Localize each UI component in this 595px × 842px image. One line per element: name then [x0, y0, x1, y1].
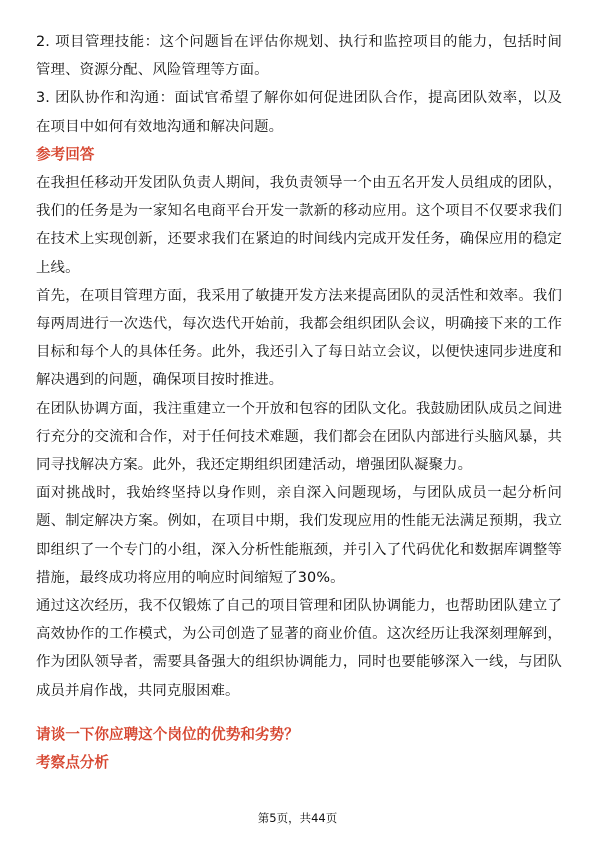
answer-paragraph-2: 首先，在项目管理方面，我采用了敏捷开发方法来提高团队的灵活性和效率。我们每两周进行一次迭代，每次迭代开始前，我都会组织团队会议，明确接下来的工作目标和每个人的具体任务。此外，我还引入了每日站立会议，以便快速同步进度和解决遇到的问题，确保项目按时推进。	[36, 287, 562, 389]
answer-paragraph-3: 在团队协调方面，我注重建立一个开放和包容的团队文化。我鼓励团队成员之间进行充分的交流和合作，对于任何技术难题，我们都会在团队内部进行头脑风暴，共同寻找解决方案。此外，我还定期组织团建活动，增强团队凝聚力。	[36, 400, 562, 474]
analysis-subheading: 考察点分析	[36, 754, 109, 772]
answer-paragraph-1: 在我担任移动开发团队负责人期间，我负责领导一个由五名开发人员组成的团队，我们的任务是为一家知名电商平台开发一款新的移动应用。这个项目不仅要求我们在技术上实现创新，还要求我们在紧迫的时间线内完成开发任务，确保应用的稳定上线。	[36, 175, 562, 276]
next-question-title: 请谈一下你应聘这个岗位的优势和劣势？	[36, 725, 299, 743]
section-spacer	[36, 705, 562, 721]
question-point-3: 3. 团队协作和沟通：面试官希望了解你如何促进团队合作，提高团队效率，以及在项目中如何有效地沟通和解决问题。	[36, 90, 562, 135]
document-body	[36, 28, 562, 777]
reference-answer-heading: 参考回答	[36, 145, 95, 163]
answer-paragraph-4: 面对挑战时，我始终坚持以身作则，亲自深入问题现场，与团队成员一起分析问题、制定解决方案。例如，在项目中期，我们发现应用的性能无法满足预期，我立即组织了一个专门的小组，深入分析性能瓶颈，并引入了代码优化和数据库调整等措施，最终成功将应用的响应时间缩短了30%。	[36, 485, 562, 586]
question-point-2: 2. 项目管理技能：这个问题旨在评估你规划、执行和监控项目的能力，包括时间管理、资源分配、风险管理等方面。	[36, 34, 562, 79]
page-number: 第5页，共44页	[257, 811, 338, 825]
answer-paragraph-5: 通过这次经历，我不仅锻炼了自己的项目管理和团队协调能力，也帮助团队建立了高效协作的工作模式，为公司创造了显著的商业价值。这次经历让我深刻理解到，作为团队领导者，需要具备强大的组织协调能力，同时也要能够深入一线，与团队成员并肩作战，共同克服困难。	[36, 598, 562, 699]
